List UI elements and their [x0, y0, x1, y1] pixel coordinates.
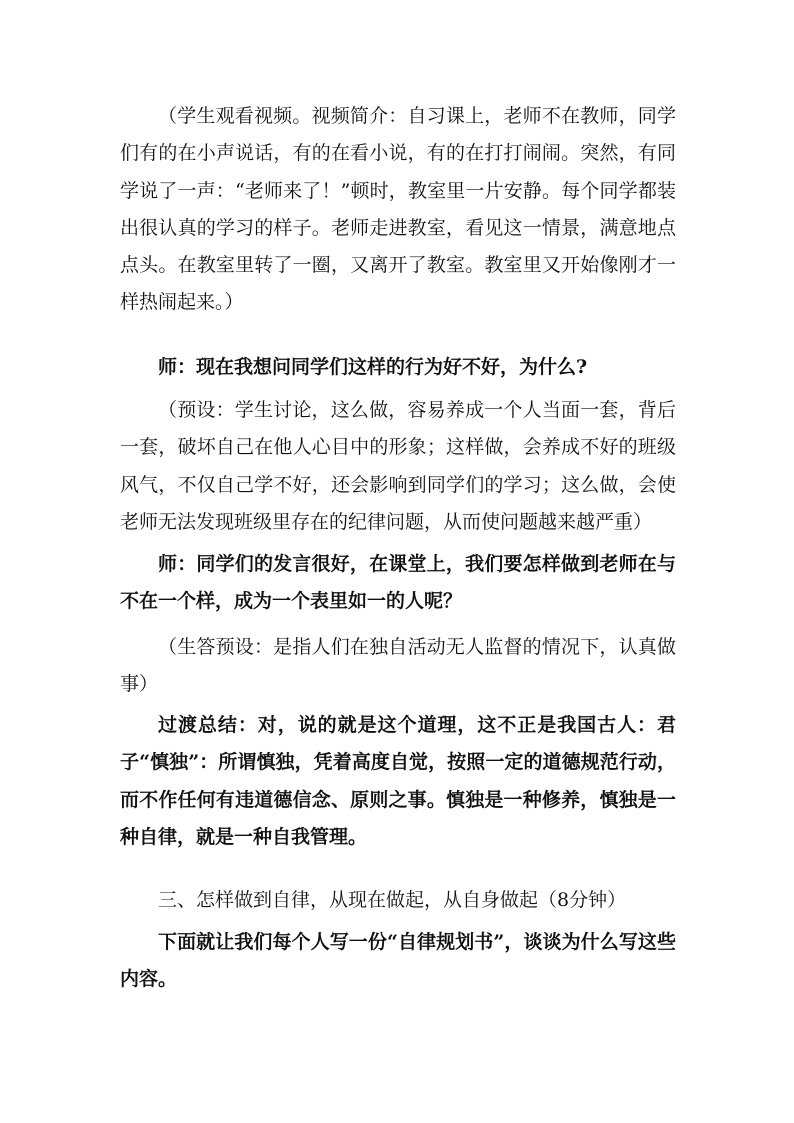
paragraph-teacher-question: 师：现在我想问同学们这样的行为好不好，为什么?	[158, 356, 588, 378]
paragraph-discussion-preset: （预设：学生讨论，这么做，容易养成一个人当面一套，背后一套，破坏自己在他人心目中的形象；这样做，会养成不好的班级风气，不仅自己学不好，还会影响到同学们的学习；这么做，会使老师无法发现班级里存在的纪律问题，从而使问题越来越严重）	[120, 399, 676, 533]
paragraph-teacher-followup: 师：同学们的发言很好，在课堂上，我们要怎样做到老师在与不在一个样，成为一个表里如一的人呢？	[120, 553, 676, 613]
section-heading-self-discipline: 三、怎样做到自律，从现在做起，从自身做起（8分钟）	[158, 889, 627, 911]
paragraph-transition-summary: 过渡总结：对，说的就是这个道理，这不正是我国古人：君子“慎独”：所谓慎独，凭着高度自觉，按照一定的道德规范行动，而不作任何有违道德信念、原则之事。慎独是一种修养，慎独是一种自律，就是一种自我管理。	[120, 714, 676, 848]
paragraph-plan-instruction: 下面就让我们每个人写一份“自律规划书”，谈谈为什么写这些内容。	[120, 931, 676, 991]
paragraph-video-description: （学生观看视频。视频简介：自习课上，老师不在教师，同学们有的在小声说话，有的在看小说，有的在打打闹闹。突然，有同学说了一声：“老师来了！”顿时，教室里一片安静。每个同学都装出很认真的学习的样子。老师走进教室，看见这一情景，满意地点点头。在教室里转了一圈，又离开了教室。教室里又开始像刚才一样热闹起来。）	[120, 105, 676, 314]
paragraph-student-answer-preset: （生答预设：是指人们在独自活动无人监督的情况下，认真做事）	[120, 636, 676, 696]
